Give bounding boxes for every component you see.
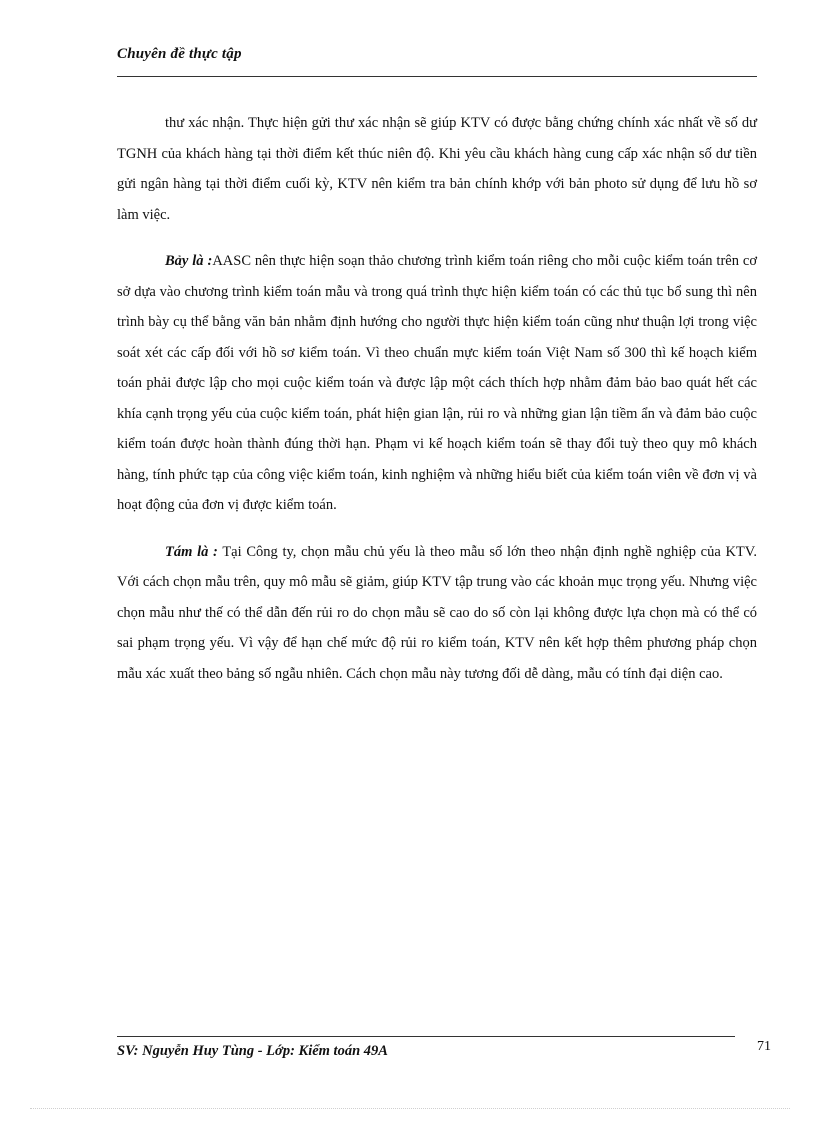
footer-divider xyxy=(117,1036,735,1037)
header-title: Chuyên đề thực tập xyxy=(117,46,242,62)
paragraph-tam-la xyxy=(117,537,757,690)
page-bottom-border xyxy=(30,1108,790,1109)
paragraph-continuation xyxy=(117,108,757,230)
footer-author: SV: Nguyễn Huy Tùng - Lớp: Kiểm toán 49A xyxy=(117,1043,388,1059)
header-divider xyxy=(117,76,757,77)
paragraph-lead: Bảy là : xyxy=(165,253,213,269)
paragraph-text: AASC nên thực hiện soạn thảo chương trình kiểm toán riêng cho mỗi cuộc kiểm toán trên cơ sở dựa vào chương trình kiểm toán mẫu và trong quá trình thực hiện kiểm toán có các thủ tục bổ sung thì nên trình bày cụ thể bằng văn bản nhằm định hướng cho người thực hiện kiểm toán cũng như thuận lợi trong việc soát xét các cấp đối với hồ sơ kiểm toán. Vì theo chuẩn mực kiểm toán Việt Nam số 300 thì kế hoạch kiểm toán phải được lập cho mọi cuộc kiểm toán và được lập một cách thích hợp nhằm đảm bảo bao quát hết các khía cạnh trọng yếu của cuộc kiểm toán, phát hiện gian lận, rủi ro và những gian lận tiềm ẩn và đảm bảo cuộc kiểm toán được hoàn thành đúng thời hạn. Phạm vi kế hoạch kiểm toán sẽ thay đổi tuỳ theo quy mô khách hàng, tính phức tạp của công việc kiểm toán, kinh nghiệm và những hiểu biết của kiểm toán viên về đơn vị và hoạt động của đơn vị được kiểm toán. xyxy=(117,253,757,513)
paragraph-text: thư xác nhận. Thực hiện gửi thư xác nhận sẽ giúp KTV có được bằng chứng chính xác nhất về số dư TGNH của khách hàng tại thời điểm kết thúc niên độ. Khi yêu cầu khách hàng cung cấp xác nhận số dư tiền gửi ngân hàng tại thời điểm cuối kỳ, KTV nên kiểm tra bản chính khớp với bản photo sử dụng để lưu hồ sơ làm việc. xyxy=(117,115,757,223)
page-number: 71 xyxy=(757,1039,771,1054)
paragraph-lead: Tám là : xyxy=(165,543,218,560)
paragraph-bay-la xyxy=(117,246,757,521)
paragraph-text: Tại Công ty, chọn mẫu chủ yếu là theo mẫu số lớn theo nhận định nghề nghiệp của KTV. Với cách chọn mẫu trên, quy mô mẫu sẽ giảm, giúp KTV tập trung vào các khoản mục trọng yếu. Nhưng việc chọn mẫu như thế có thể dẫn đến rủi ro do chọn mẫu sẽ cao do số còn lại không được lựa chọn mà có thể có sai phạm trọng yếu. Vì vậy để hạn chế mức độ rủi ro kiểm toán, KTV nên kết hợp thêm phương pháp chọn mẫu xác xuất theo bảng số ngẫu nhiên. Cách chọn mẫu này tương đối dễ dàng, mẫu có tính đại diện cao. xyxy=(117,543,758,682)
body-text xyxy=(117,108,757,689)
